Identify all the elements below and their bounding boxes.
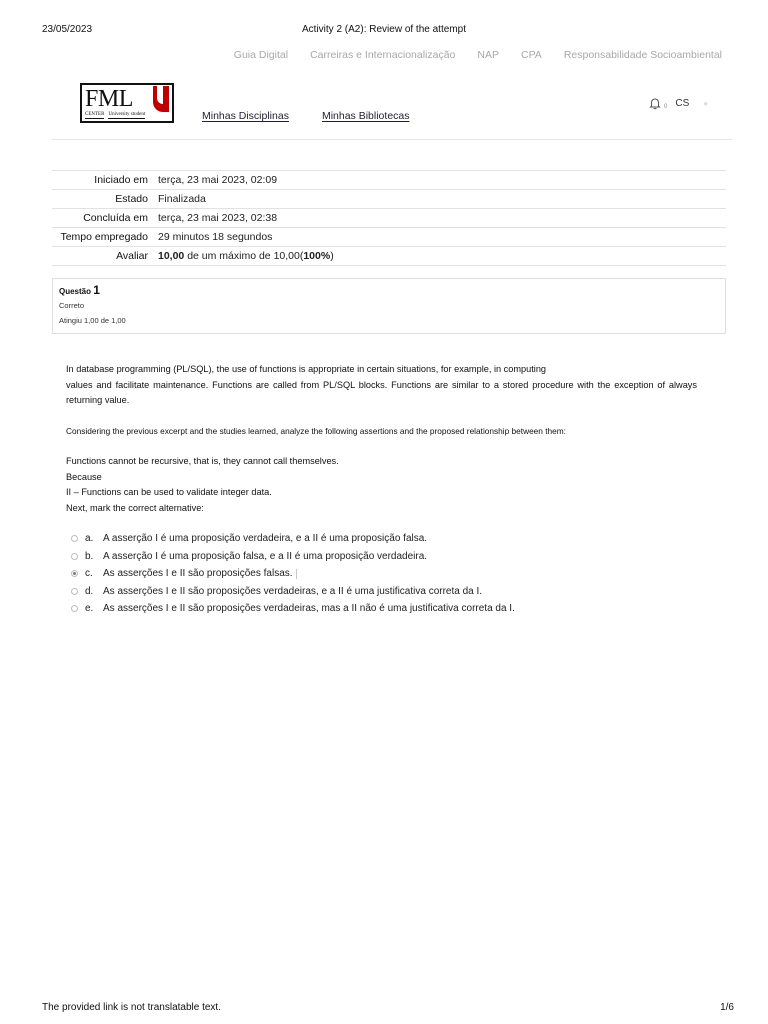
radio-button[interactable] [71,535,78,542]
answer-letter: d. [85,585,94,597]
answer-option-e[interactable] [71,600,515,618]
logo-sub-left: CENTER [85,112,105,117]
answer-text: As asserções I e II são proposições verdadeiras, mas a II não é uma justificativa correta da I. [103,603,515,615]
question-number-value: 1 [93,283,100,297]
summary-value: terça, 23 mai 2023, 02:38 [158,209,726,228]
correct-marker-icon [296,569,298,579]
top-navigation [234,49,722,61]
summary-row [52,190,726,209]
topnav-responsabilidade[interactable]: Responsabilidade Socioambiental [563,49,722,61]
assertion-2: II – Functions can be used to validate integer data. [66,487,272,497]
answer-option-d[interactable] [71,583,515,601]
radio-button[interactable] [71,553,78,560]
answer-letter: e. [85,603,94,615]
bell-icon[interactable] [648,96,662,110]
summary-row [52,171,726,190]
answer-letter: b. [85,550,94,562]
summary-label: Avaliar [52,247,158,266]
question-info-box [52,278,726,334]
summary-grade-value [158,247,726,266]
question-number [59,283,719,297]
question-label: Questão [59,287,92,296]
answer-text: As asserções I e II são proposições verdadeiras, e a II é uma justificativa correta da I. [103,585,483,597]
answer-options [71,530,515,618]
because-text: Because [66,471,102,482]
answer-option-b[interactable] [71,548,515,566]
attempt-summary-table [52,170,726,266]
notification-count: 0 [664,104,668,110]
grade-score: 10,00 [158,250,185,262]
answer-text: As asserções I e II são proposições falsas. [103,568,293,580]
user-initials[interactable]: CS [675,97,690,109]
topnav-guia-digital[interactable]: Guia Digital [233,49,289,61]
user-menu [648,96,708,110]
intro-line-2: values and facilitate maintenance. Functions are called from PL/SQL blocks. Functions are similar to a stored procedure with the exception of always returning value. [66,379,697,405]
summary-value: terça, 23 mai 2023, 02:09 [158,171,726,190]
answer-text: A asserção I é uma proposição verdadeira, e a II é uma proposição falsa. [103,533,428,545]
topnav-nap[interactable]: NAP [477,49,499,61]
logo-text: FML [85,86,133,112]
grade-percent: 100% [303,250,331,262]
radio-button-selected[interactable] [71,570,78,577]
summary-row [52,247,726,266]
summary-row [52,228,726,247]
summary-row [52,209,726,228]
site-logo[interactable] [80,83,174,123]
page-number: 1/6 [720,1002,734,1013]
summary-label: Tempo empregado [52,228,158,247]
answer-text: A asserção I é uma proposição falsa, e a II é uma proposição verdadeira. [103,550,428,562]
user-dropdown-icon[interactable]: ● [703,98,709,108]
header-divider [52,139,732,140]
topnav-carreiras[interactable]: Carreiras e Internacionalização [310,49,456,61]
summary-label: Iniciado em [52,171,158,190]
assertion-1: Functions cannot be recursive, that is, they cannot call themselves. [66,456,339,466]
intro-line-1: In database programming (PL/SQL), the use of functions is appropriate in certain situations, for example, in computing [66,364,547,374]
answer-option-a[interactable] [71,530,515,548]
answer-letter: c. [85,568,93,580]
print-date: 23/05/2023 [42,24,93,35]
topnav-cpa[interactable]: CPA [521,49,542,61]
main-navigation [202,110,410,122]
print-title: Activity 2 (A2): Review of the attempt [302,24,466,35]
grade-rest: de um máximo de 10,00( [184,250,304,262]
nav-minhas-bibliotecas[interactable]: Minhas Bibliotecas [321,110,410,122]
summary-value: Finalizada [158,190,726,209]
summary-label: Estado [52,190,158,209]
answer-letter: a. [85,533,94,545]
instruction-text: Next, mark the correct alternative: [66,502,204,513]
summary-label: Concluída em [52,209,158,228]
grade-close: ) [330,250,334,262]
radio-button[interactable] [71,605,78,612]
question-text [66,362,697,516]
question-grade: Atingiu 1,00 de 1,00 [59,316,126,325]
summary-value: 29 minutos 18 segundos [158,228,726,247]
considering-text: Considering the previous excerpt and the studies learned, analyze the following assertions and the proposed relationship between them: [66,425,566,436]
print-footer-note: The provided link is not translatable text. [42,1002,221,1013]
logo-sub-right: University student [108,112,146,117]
question-state: Correto [59,301,85,310]
answer-option-c[interactable] [71,565,515,583]
logo-mark [153,86,169,112]
nav-minhas-disciplinas[interactable]: Minhas Disciplinas [202,110,289,122]
radio-button[interactable] [71,588,78,595]
logo-subtitle [85,111,169,119]
